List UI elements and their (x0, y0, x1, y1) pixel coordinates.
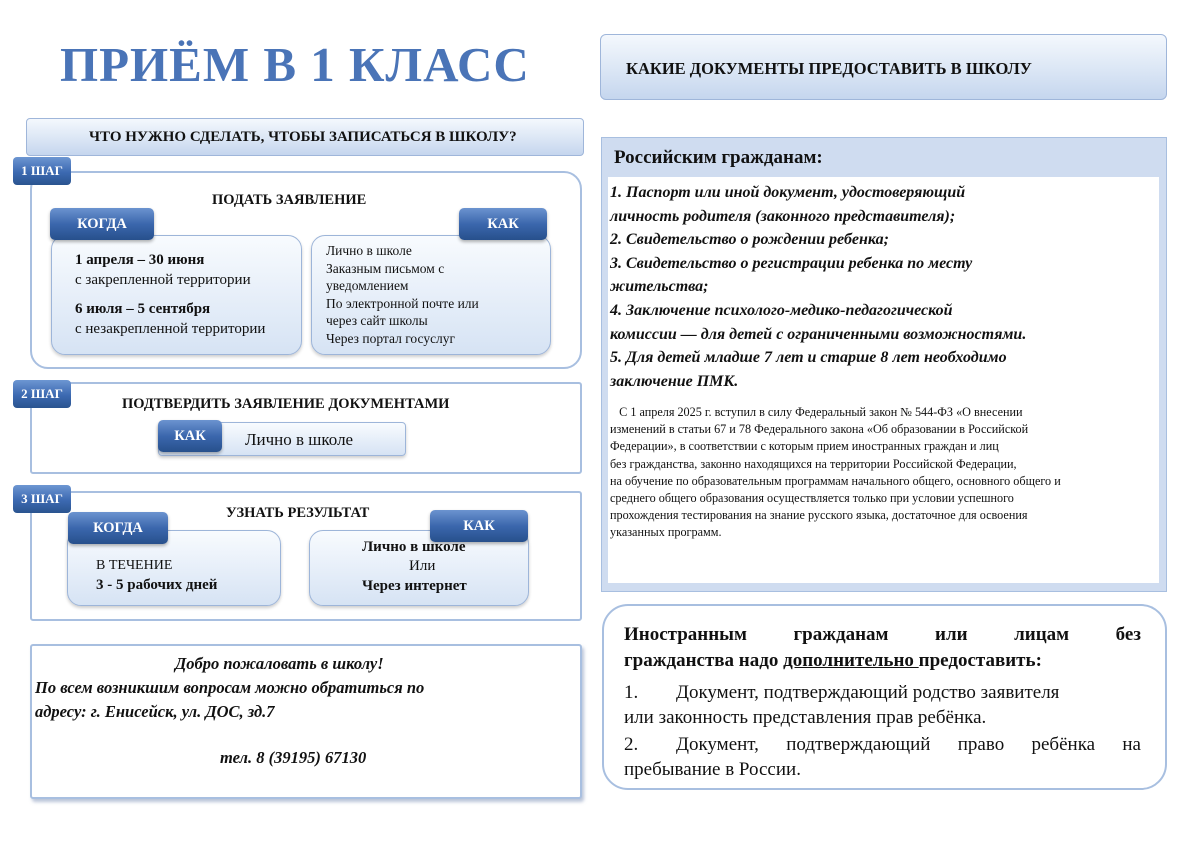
document-item-line: жительства; (610, 278, 709, 296)
foreign-title-word: Иностранным (624, 624, 747, 645)
step1-heading: ПОДАТЬ ЗАЯВЛЕНИЕ (212, 192, 367, 208)
foreign-item2-line2: пребывание в России. (624, 759, 801, 780)
step3-badge: 3 ШАГ (13, 485, 71, 513)
law-note-line: Федерации», в соответствии с которым прием иностранных граждан и лиц (610, 439, 999, 454)
foreign-item2-num: 2. (624, 734, 639, 755)
foreign-title-word: гражданам (793, 624, 889, 645)
law-note-line: среднего общего образования осуществляется только при условии успешного (610, 491, 1014, 505)
foreign-title-line1 (624, 622, 1141, 648)
step1-how-tag: КАК (459, 208, 547, 240)
step1-how-line: через сайт школы (326, 313, 428, 328)
document-item-line: комиссии — для детей с ограниченными возможностями. (610, 325, 1027, 343)
law-note-line: на обучение по образовательным программам начального общего, основного общего и (610, 473, 1061, 488)
step1-when-territory1: с закрепленной территории (75, 272, 251, 288)
foreign-item2-word: ребёнка (1031, 734, 1096, 755)
step3-heading: УЗНАТЬ РЕЗУЛЬТАТ (226, 505, 370, 521)
enroll-question-bar (26, 118, 584, 156)
step1-how-line: уведомлением (326, 278, 409, 293)
law-note-line: прохождения тестирования на знание русского языка, достаточное для освоения (610, 508, 1028, 523)
documents-header-text: КАКИЕ ДОКУМЕНТЫ ПРЕДОСТАВИТЬ В ШКОЛУ (626, 59, 1032, 78)
step2-how-value: Лично в школе (245, 430, 354, 449)
page-title: ПРИЁМ В 1 КЛАСС (60, 37, 530, 92)
document-item-line: 4. Заключение психолого-медико-педагогической (610, 302, 953, 319)
step3-how-line1: Лично в школе (362, 539, 466, 555)
documents-header (600, 34, 1167, 100)
foreign-title-underlined: дополнительно (783, 650, 919, 671)
step1-how-line: По электронной почте или (326, 295, 479, 311)
foreign-item2-word: Документ, (676, 734, 759, 755)
step3-when-line2: 3 - 5 рабочих дней (96, 577, 218, 593)
contact-phone: тел. 8 (39195) 67130 (220, 748, 367, 767)
contact-box (30, 644, 582, 799)
foreign-item2-line1 (676, 732, 1141, 758)
step1-when-date2: 6 июля – 5 сентября (75, 301, 211, 317)
foreign-item2-word: право (957, 734, 1005, 755)
foreign-item1-num: 1. (624, 682, 639, 703)
law-note-line: без гражданства, законно находящихся на территории Российской Федерации, (610, 456, 1017, 471)
step1-how-line: Заказным письмом с (326, 260, 445, 276)
step1-when-territory2: с незакрепленной территории (75, 321, 266, 337)
step1-when-date1: 1 апреля – 30 июня (75, 252, 205, 268)
document-item-line: 3. Свидетельство о регистрации ребенка по месту (610, 254, 973, 272)
step3-when-tag: КОГДА (68, 512, 168, 544)
step3-how-tag: КАК (430, 510, 528, 542)
step3-how-line3: Через интернет (362, 578, 467, 594)
contact-address: адресу: г. Енисейск, ул. ДОС, зд.7 (35, 702, 275, 721)
foreign-item2-word: подтверждающий (786, 734, 931, 755)
enroll-question-text: ЧТО НУЖНО СДЕЛАТЬ, ЧТОБЫ ЗАПИСАТЬСЯ В ШКОЛУ? (89, 129, 517, 145)
step1-how-line: Лично в школе (326, 243, 412, 258)
step3-how-line2: Или (409, 558, 436, 574)
foreign-item1-line1: Документ, подтверждающий родство заявителя (676, 682, 1060, 703)
foreign-item2-word: на (1122, 734, 1141, 755)
law-note-line: изменений в статьи 67 и 78 Федерального закона «Об образовании в Российской (610, 422, 1029, 437)
document-item-line: 5. Для детей младше 7 лет и старше 8 лет необходимо (610, 349, 1007, 367)
foreign-title-word: лицам (1014, 624, 1070, 645)
step2-how-tag: КАК (158, 420, 222, 452)
step1-badge: 1 ШАГ (13, 157, 71, 185)
law-note-line: С 1 апреля 2025 г. вступил в силу Федеральный закон № 544-ФЗ «О внесении (610, 405, 1023, 419)
foreign-item1-line2: или законность представления прав ребёнка. (624, 707, 987, 728)
step1-how-line: Через портал госуслуг (326, 330, 456, 346)
document-item-line: заключение ПМК. (610, 372, 739, 390)
welcome-text: Добро пожаловать в школу! (175, 654, 384, 673)
foreign-title-word: без (1115, 624, 1141, 645)
foreign-title-post: предоставить: (918, 650, 1042, 671)
contact-line1: По всем возникшим вопросам можно обратиться по (35, 678, 425, 697)
document-item-line: 2. Свидетельство о рождении ребенка; (610, 231, 889, 249)
step1-when-tag: КОГДА (50, 208, 154, 240)
russian-citizens-title: Российским гражданам: (614, 147, 823, 168)
step2-badge: 2 ШАГ (13, 380, 71, 408)
foreign-title-word: или (935, 624, 968, 645)
foreign-title-line2 (624, 648, 1042, 674)
law-note-line: указанных программ. (610, 525, 722, 540)
document-item-line: 1. Паспорт или иной документ, удостоверяющий (610, 184, 966, 201)
step3-when-line1: В ТЕЧЕНИЕ (96, 558, 173, 573)
foreign-title-pre: гражданства надо (624, 650, 784, 671)
document-item-line: личность родителя (законного представителя); (610, 207, 956, 225)
step2-heading: ПОДТВЕРДИТЬ ЗАЯВЛЕНИЕ ДОКУМЕНТАМИ (122, 396, 450, 412)
